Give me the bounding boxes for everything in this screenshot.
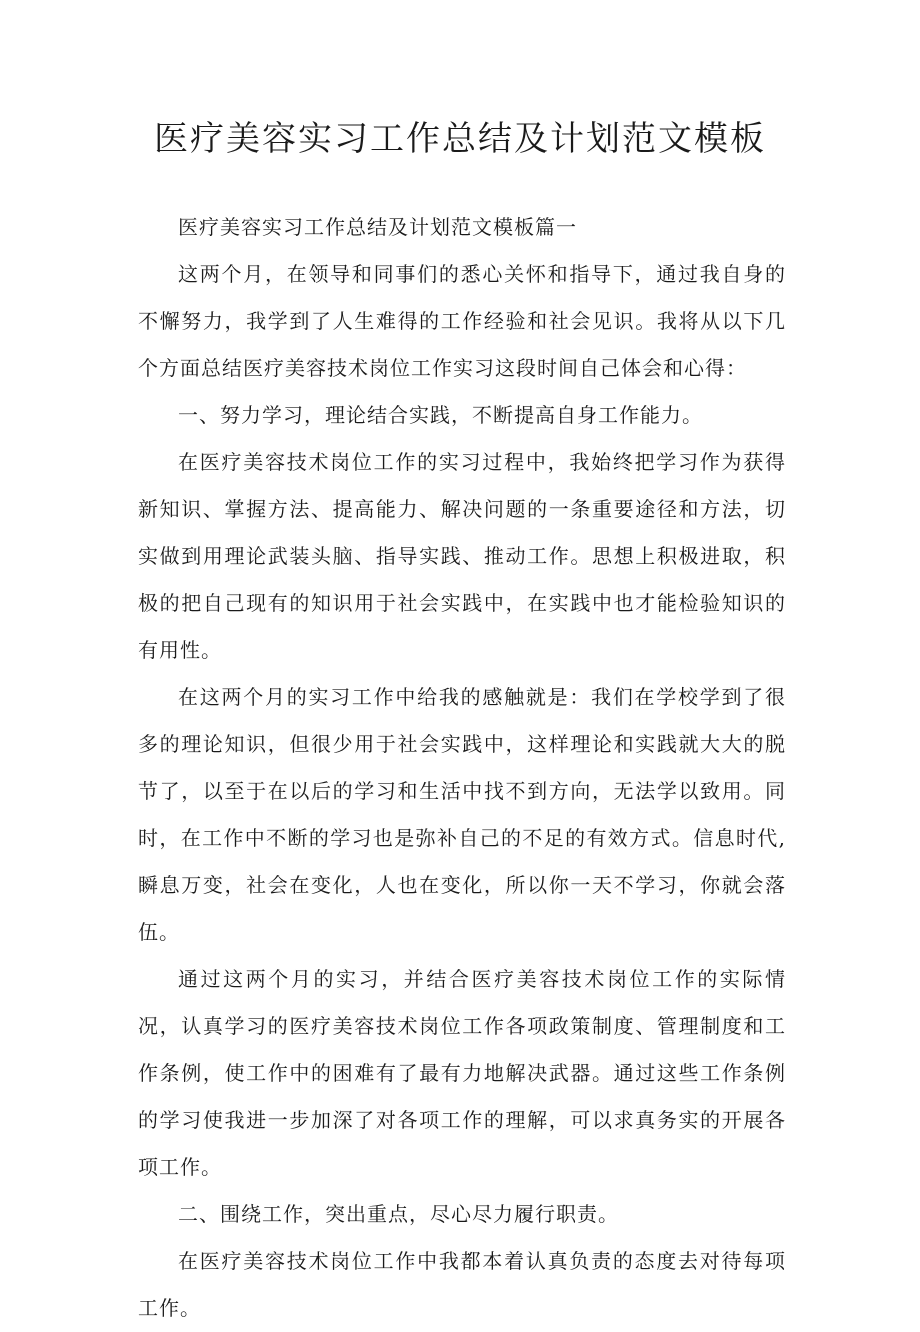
paragraph-heading-two: 二、围绕工作，突出重点，尽心尽力履行职责。 [178,1202,619,1226]
document-body [138,204,786,1332]
paragraph-responsibility: 在医疗美容技术岗位工作中我都本着认真负责的态度去对待每项工作。 [138,1249,786,1320]
paragraph-regulations: 通过这两个月的实习，并结合医疗美容技术岗位工作的实际情况，认真学习的医疗美容技术岗位工作各项政策制度、管理制度和工作条例，使工作中的困难有了最有力地解决武器。通过这些工作条例的学习使我进一步加深了对各项工作的理解，可以求真务实的开展各项工作。 [138,967,786,1179]
paragraph-heading-one: 一、努力学习，理论结合实践，不断提高自身工作能力。 [178,403,703,427]
paragraph-intro: 这两个月，在领导和同事们的悉心关怀和指导下，通过我自身的不懈努力，我学到了人生难得的工作经验和社会见识。我将从以下几个方面总结医疗美容技术岗位工作实习这段时间自己体会和心得： [138,262,786,380]
paragraph-reflection: 在这两个月的实习工作中给我的感触就是：我们在学校学到了很多的理论知识，但很少用于社会实践中，这样理论和实践就大大的脱节了，以至于在以后的学习和生活中找不到方向，无法学以致用。同时，在工作中不断的学习也是弥补自己的不足的有效方式。信息时代,瞬息万变，社会在变化，人也在变化，所以你一天不学习，你就会落伍。 [138,685,786,944]
document-title: 医疗美容实习工作总结及计划范文模板 [154,119,766,159]
paragraph-study: 在医疗美容技术岗位工作的实习过程中，我始终把学习作为获得新知识、掌握方法、提高能力、解决问题的一条重要途径和方法，切实做到用理论武装头脑、指导实践、推动工作。思想上积极进取，积极的把自己现有的知识用于社会实践中，在实践中也才能检验知识的有用性。 [138,450,786,662]
paragraph-section-heading: 医疗美容实习工作总结及计划范文模板篇一 [178,215,577,239]
